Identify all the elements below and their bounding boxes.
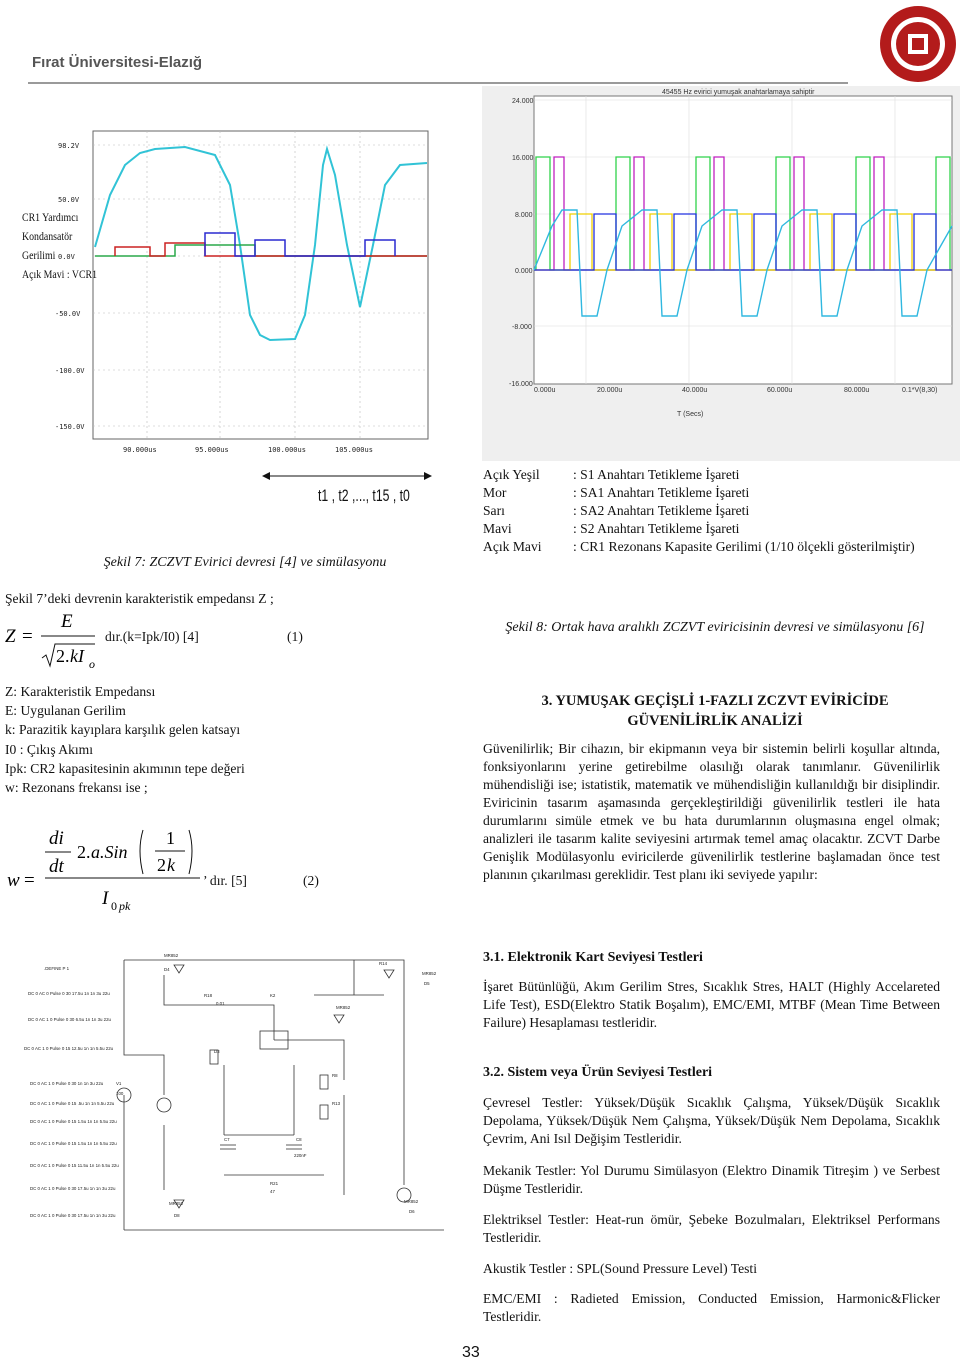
scope-ylabel: 50.0V <box>58 196 80 204</box>
legend-value: : CR1 Rezonans Kapasite Gerilimi (1/10 ölçekli gösterilmiştir) <box>573 539 915 554</box>
legend-label: Mor <box>483 485 507 500</box>
legend-label: Açık Yeşil <box>483 467 540 482</box>
def-line: Z: Karakteristik Empedansı <box>5 684 156 699</box>
source-label: DC 0 AC 1 0 Pulse 0 15 1.5u 1n 1n 5.5u 22u <box>30 1119 117 1124</box>
header-rule <box>28 82 848 84</box>
equation-2-tail: ’ dır. [5] <box>203 873 247 888</box>
plot-ylabel: 24.000 <box>512 98 534 105</box>
figure7-caption: Şekil 7: ZCZVT Evirici devresi [4] ve simülasyonu <box>103 555 387 570</box>
svg-text:dt: dt <box>49 856 64 877</box>
def-line: k: Parazitik kayıplara karşılık gelen katsayı <box>5 722 241 738</box>
component-label: D6 <box>409 1209 415 1214</box>
section3-title: 3. YUMUŞAK GEÇİŞLİ 1-FAZLI ZCZVT EVİRİCİDE GÜVENİLİRLİK ANALİZİ <box>541 693 889 729</box>
component-label: D8 <box>174 1213 180 1218</box>
def-line: E: Uygulanan Gerilim <box>5 703 126 719</box>
component-label: MR852 <box>422 971 437 976</box>
component-label: R21 <box>270 1181 279 1186</box>
svg-text:a.Sin: a.Sin <box>91 842 128 862</box>
svg-text:I: I <box>102 888 109 909</box>
component-label: 100 <box>116 1091 124 1096</box>
component-label: R14 <box>379 961 388 966</box>
scope-ylabel: 98.2V <box>58 142 80 150</box>
scope-ylabel: 0.0V <box>58 253 75 261</box>
svg-text:w: w <box>7 870 20 891</box>
source-label: DC 0 AC 1 0 Pulse 0 30 6.5u 1n 1n 3u 22u <box>28 1017 111 1022</box>
legend-row <box>483 502 953 520</box>
svg-text:0: 0 <box>111 899 117 913</box>
svg-text:Z: Z <box>5 626 16 647</box>
svg-text:2.: 2. <box>56 646 70 666</box>
subsection31-title: 3.1. Elektronik Kart Seviyesi Testleri <box>483 950 703 965</box>
plot-ylabel: -8.000 <box>512 324 532 331</box>
figure8-caption: Şekil 8: Ortak hava aralıklı ZCZVT eviricisinin devresi ve simülasyonu [6] <box>505 620 925 635</box>
component-label: MR852 <box>164 953 179 958</box>
source-label: DC 0 AC 1 0 Pulse 0 30 1n 1n 3u 22u <box>30 1081 104 1086</box>
figure8-legend <box>483 466 953 556</box>
page-number: 33 <box>462 1344 480 1361</box>
component-label: V1 <box>116 1081 122 1086</box>
legend-row <box>483 466 953 484</box>
header-university: Fırat Üniversitesi-Elazığ <box>32 54 203 71</box>
component-label: R18 <box>204 993 213 998</box>
legend-label: Mavi <box>483 521 512 536</box>
time-label: t1 , t2 ,..., t15 , t0 <box>318 486 410 505</box>
source-label: DC 0 AC 1 0 Pulse 0 15 12.5u 1n 1n 5.5u 22u <box>24 1046 114 1051</box>
svg-text:k: k <box>167 855 175 875</box>
section3-body: Güvenilirlik; Bir cihazın, bir ekipmanın veya bir sistemin belirli koşullar altında, fonksiyonlarını yerine getirebilme olasılığı olarak tanımlanır. Güvenilirlik mühendisliği ise; istatistik, matematik ve mühendisliğin kullanıldığı bir disiplindir. Eviricinin tasarım aşamasında gerçekleştirildiği güvenilirlik testleri ile hata durumlarını simüle etmek ve bu hata durumlarının oluşmasına engel olmak; analizleri ile tasarım kalite seviyesini artırmak temel amaç olacaktır. ZCVT Darbe Genişlik Modülasyonlu eviricilerde güvenilirlik testlerine başlamadan önce test planının çıkarılması gereklidir. Test planı iki seviyede yapılır: <box>483 741 940 882</box>
source-label: DC 0 AC 1 0 Pulse 0 15 11.5u 1n 1n 5.5u 22u <box>30 1163 119 1168</box>
scope-xlabel: 90.000us <box>123 446 157 454</box>
definitions <box>5 682 245 797</box>
legend-value: : S1 Anahtarı Tetikleme İşareti <box>573 467 740 482</box>
component-label: 220nF <box>294 1153 307 1158</box>
plot-ylabel: 16.000 <box>512 155 534 162</box>
component-label: C8 <box>296 1137 302 1142</box>
scope-ylabel: -50.0V <box>55 310 81 318</box>
component-label: 47 <box>270 1189 275 1194</box>
plot-xlabel: 40.000u <box>682 387 708 394</box>
emc-tests: EMC/EMI : Radieted Emission, Conducted Emission, Harmonic&Flicker Testleridir. <box>483 1291 940 1324</box>
svg-text:pk: pk <box>119 899 131 913</box>
time-arrow <box>262 470 432 482</box>
source-label: DC 0 AC 0 Pulse 0 30 17.5u 1n 1n 3u 22u <box>28 991 110 996</box>
figure7-annotation <box>22 208 97 284</box>
equation-2-formula <box>5 820 205 920</box>
university-seal-icon <box>878 4 958 84</box>
component-label: R13 <box>332 1101 341 1106</box>
source-label: DC 0 AC 1 0 Pulse 0 15 .5u 1n 1n 5.5u 22u <box>30 1101 115 1106</box>
circuit-schematic <box>24 935 446 1250</box>
plot-xlabel: 20.000u <box>597 387 623 394</box>
svg-text:1: 1 <box>166 828 175 848</box>
plot-ylabel: -16.000 <box>509 381 533 388</box>
svg-text:E: E <box>61 611 73 632</box>
figure8-plot <box>482 86 960 461</box>
scope-xlabel: 95.000us <box>195 446 229 454</box>
scope-xlabel: 100.000us <box>268 446 306 454</box>
legend-label: Sarı <box>483 503 505 518</box>
plot-xtitle: T (Secs) <box>677 411 704 418</box>
equation-2-number: (2) <box>303 873 319 888</box>
scope-ylabel: -150.0V <box>55 423 85 431</box>
component-label: 0.01 <box>216 1001 225 1006</box>
svg-text:kI: kI <box>70 646 84 666</box>
plot-ylabel: 8.000 <box>515 212 533 219</box>
subsection31-body: İşaret Bütünlüğü, Akım Gerilim Stres, Sıcaklık Stres, HALT (Highly Accelareted Life Test), ESD(Elektro Statik Boşalım), EMC/EMI, MTBF (Mean Time Between Failure) Hesaplaması testleridir. <box>483 979 940 1030</box>
legend-label: Açık Mavi <box>483 539 542 554</box>
intro-text: Şekil 7’deki devrenin karakteristik empedansı Z ; <box>5 591 274 606</box>
equation-2 <box>5 820 445 920</box>
annotation-line: Gerilimi <box>22 248 56 262</box>
component-label: MR852 <box>404 1199 419 1204</box>
component-label: K2 <box>270 993 276 998</box>
component-label: C7 <box>224 1137 230 1142</box>
component-label: MR852 <box>169 1201 184 1206</box>
component-label: D3 <box>214 1049 220 1054</box>
def-line: w: Rezonans frekansı ise ; <box>5 780 148 796</box>
def-line: Ipk: CR2 kapasitesinin akımının tepe değeri <box>5 760 245 776</box>
subsection32-title: 3.2. Sistem veya Ürün Seviyesi Testleri <box>483 1065 713 1080</box>
source-label: DC 0 AC 1 0 Pulse 0 30 17.5u 1n 1n 3u 22u <box>30 1186 116 1191</box>
plot-xlabel: 60.000u <box>767 387 793 394</box>
annotation-line: Açık Mavi : VCR1 <box>22 267 97 281</box>
equation-1-tail: dır.(k=Ipk/I0) [4] <box>105 629 199 644</box>
figure7-scope <box>55 125 430 455</box>
component-label: R8 <box>332 1073 338 1078</box>
svg-text:di: di <box>49 828 64 849</box>
plot-xlabel: 80.000u <box>844 387 870 394</box>
equation-1-number: (1) <box>287 629 303 644</box>
source-label: DC 0 AC 1 0 Pulse 0 15 1.5u 1n 1n 5.5u 22u <box>30 1141 117 1146</box>
mech-tests: Mekanik Testler: Yol Durumu Simülasyon (Elektro Dinamik Titreşim ) ve Serbest Düşme Testleridir. <box>483 1163 940 1196</box>
env-tests: Çevresel Testler: Yüksek/Düşük Sıcaklık Çalışma, Yüksek/Düşük Sıcaklık Depolama, Yüksek/Düşük Nem Çalışma, Yüksek/Düşük Nem Depolama, Sıcaklık Çevrim, Ani Isıl Değişim Testleridir. <box>483 1095 940 1146</box>
legend-value: : S2 Anahtarı Tetikleme İşareti <box>573 521 740 536</box>
scope-xlabel: 105.000us <box>335 446 373 454</box>
legend-row <box>483 538 953 556</box>
svg-text:2: 2 <box>157 855 166 875</box>
svg-text:o: o <box>89 657 95 671</box>
equation-1-formula <box>5 610 105 672</box>
plot-xlabel: 0.000u <box>534 387 556 394</box>
svg-text:2.: 2. <box>77 842 91 862</box>
scope-ylabel: -100.0V <box>55 367 85 375</box>
plot-xlabel: 0.1*V(8,30) <box>902 387 938 394</box>
acoustic-tests: Akustik Testler : SPL(Sound Pressure Level) Testi <box>483 1261 757 1276</box>
svg-text:=: = <box>24 870 35 891</box>
legend-value: : SA2 Anahtarı Tetikleme İşareti <box>573 503 750 518</box>
component-label: D4 <box>164 967 170 972</box>
def-line: I0 : Çıkış Akımı <box>5 741 93 757</box>
schematic-define: .DEFINE P 1 <box>44 966 70 971</box>
source-label: DC 0 AC 1 0 Pulse 0 30 17.5u 1n 1n 3u 22u <box>30 1213 116 1218</box>
component-label: D5 <box>424 981 430 986</box>
svg-text:=: = <box>22 626 33 647</box>
elec-tests: Elektriksel Testler: Heat-run ömür, Şebeke Bozulmaları, Elektriksel Performans Testleridir. <box>483 1212 940 1245</box>
plot-ylabel: 0.000 <box>515 268 533 275</box>
legend-value: : SA1 Anahtarı Tetikleme İşareti <box>573 485 750 500</box>
annotation-line: Kondansatör <box>22 229 73 243</box>
legend-row <box>483 520 953 538</box>
equation-1 <box>5 610 445 672</box>
annotation-line: CR1 Yardımcı <box>22 210 79 224</box>
component-label: MR852 <box>336 1005 351 1010</box>
legend-row <box>483 484 953 502</box>
plot-top-note: 45455 Hz evirici yumuşak anahtarlamaya sahiptir <box>662 89 815 96</box>
